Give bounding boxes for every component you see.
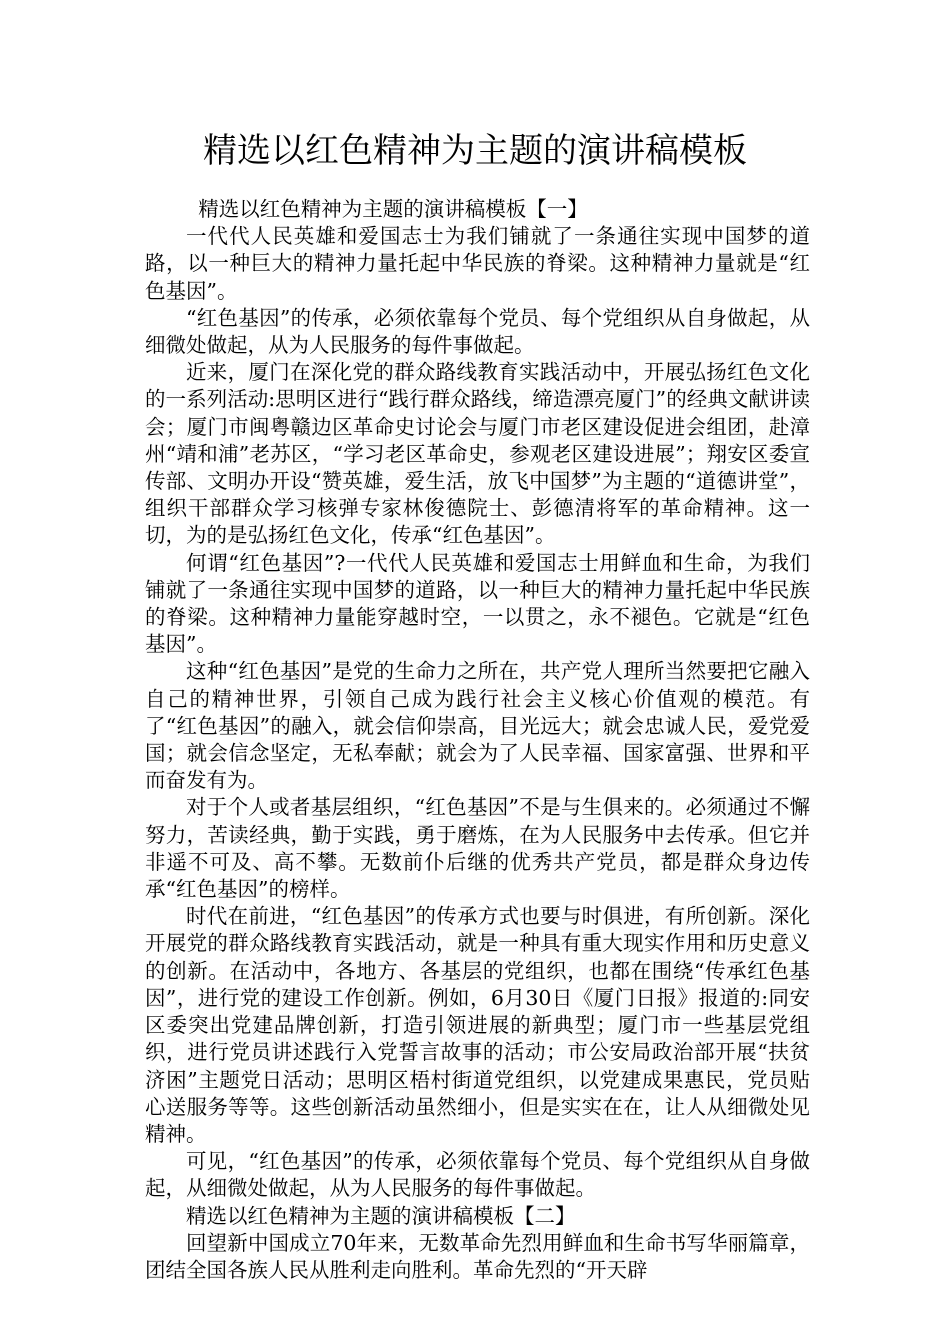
section-heading: 精选以红色精神为主题的演讲稿模板【一】 [198, 197, 588, 221]
paragraph: 对于个人或者基层组织，“红色基因”不是与生俱来的。必须通过不懈努力，苦读经典，勤于实践，勇于磨炼，在为人民服务中去传承。但它并非遥不可及、高不攀。无数前仆后继的优秀共产党员，都是群众身边传承“红色基因”的榜样。 [145, 795, 810, 902]
paragraph: 这种“红色基因”是党的生命力之所在，共产党人理所当然要把它融入自己的精神世界，引领自己成为践行社会主义核心价值观的模范。有了“红色基因”的融入，就会信仰崇高，目光远大；就会忠诚人民，爱党爱国；就会信念坚定，无私奉献；就会为了人民幸福、国家富强、世界和平而奋发有为。 [145, 659, 810, 793]
paragraph: 时代在前进，“红色基因”的传承方式也要与时俱进，有所创新。深化开展党的群众路线教育实践活动，就是一种具有重大现实作用和历史意义的创新。在活动中，各地方、各基层的党组织，也都在围绕“传承红色基因”，进行党的建设工作创新。例如，6月30日《厦门日报》报道的:同安区委突出党建品牌创新，打造引领进展的新典型；厦门市一些基层党组织，进行党员讲述践行入党誓言故事的活动；市公安局政治部开展“扶贫济困”主题党日活动；思明区梧村街道党组织，以党建成果惠民，党员贴心送服务等等。这些创新活动虽然细小，但是实实在在，让人从细微处见精神。 [145, 904, 810, 1146]
paragraph: “红色基因”的传承，必须依靠每个党员、每个党组织从自身做起，从细微处做起，从为人民服务的每件事做起。 [145, 305, 810, 358]
document-title: 精选以红色精神为主题的演讲稿模板 [203, 131, 747, 171]
paragraph: 一代代人民英雄和爱国志士为我们铺就了一条通往实现中国梦的道路，以一种巨大的精神力量托起中华民族的脊梁。这种精神力量就是“红色基因”。 [145, 224, 810, 303]
paragraph: 回望新中国成立70年来，无数革命先烈用鲜血和生命书写华丽篇章，团结全国各族人民从胜利走向胜利。革命先烈的“开天辟 [145, 1230, 810, 1282]
paragraph: 可见，“红色基因”的传承，必须依靠每个党员、每个党组织从自身做起，从细微处做起，从为人民服务的每件事做起。 [145, 1149, 810, 1201]
paragraph: 何谓“红色基因”?一代代人民英雄和爱国志士用鲜血和生命，为我们铺就了一条通往实现中国梦的道路，以一种巨大的精神力量托起中华民族的脊梁。这种精神力量能穿越时空，一以贯之，永不褪色。它就是“红色基因”。 [145, 550, 810, 657]
document-body [145, 196, 810, 1284]
paragraph: 近来，厦门在深化党的群众路线教育实践活动中，开展弘扬红色文化的一系列活动:思明区进行“践行群众路线，缔造漂亮厦门”的经典文献讲读会；厦门市闽粤赣边区革命史讨论会与厦门市老区建设促进会组团，赴漳州“靖和浦”老苏区，“学习老区革命史，参观老区建设进展”；翔安区委宣传部、文明办开设“赞英雄，爱生活，放飞中国梦”为主题的“道德讲堂”，组织干部群众学习核弹专家林俊德院士、彭德清将军的革命精神。这一切，为的是弘扬红色文化，传承“红色基因”。 [145, 360, 810, 548]
section-heading: 精选以红色精神为主题的演讲稿模板【二】 [186, 1203, 576, 1228]
